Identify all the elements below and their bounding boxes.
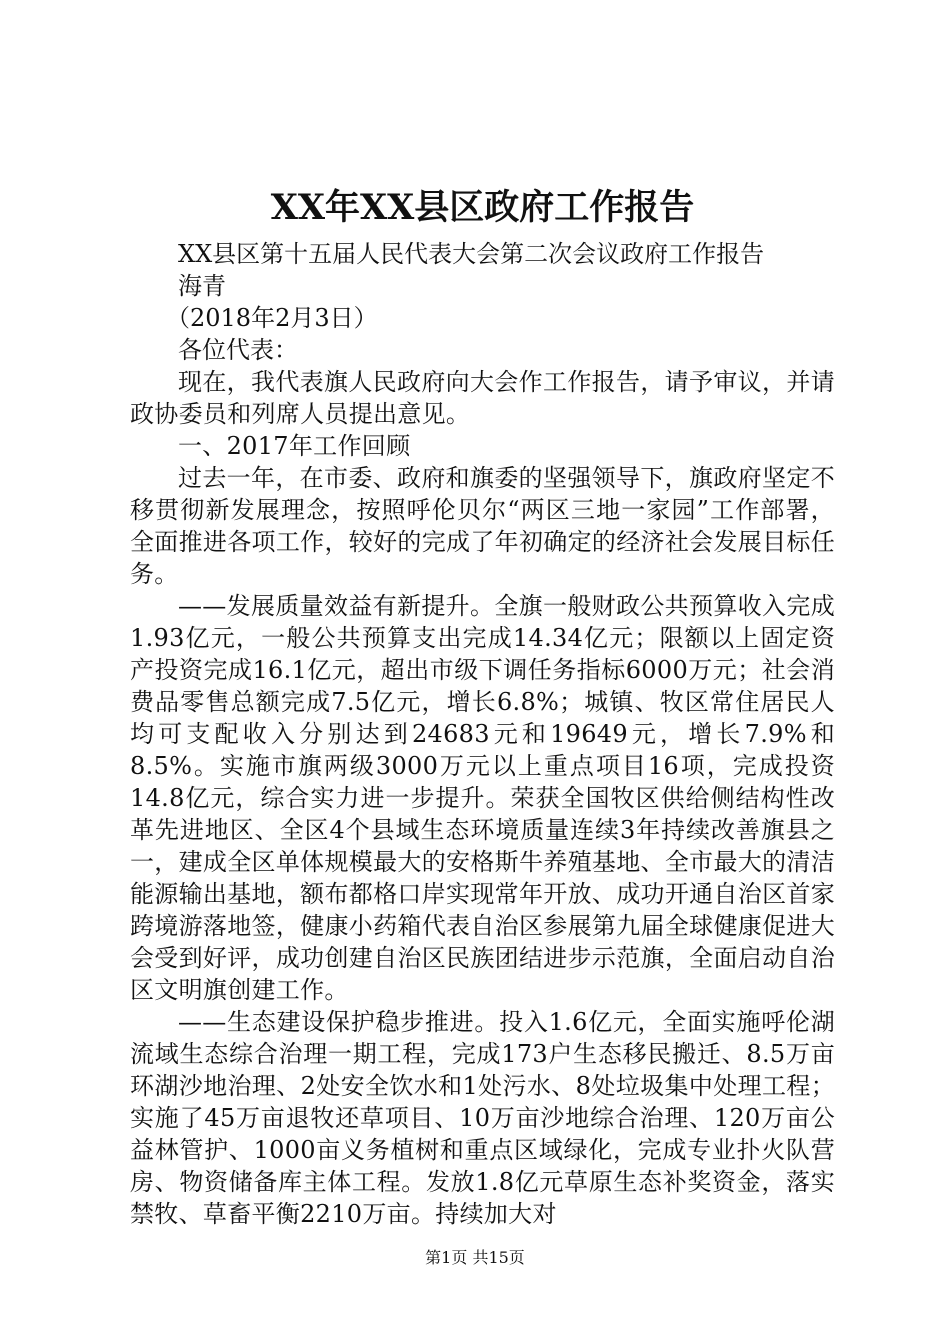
- document-author: 海青: [178, 272, 226, 300]
- document-title: XX年XX县区政府工作报告: [270, 187, 695, 228]
- document-date: （2018年2月3日）: [166, 304, 378, 332]
- section-heading: 一、2017年工作回顾: [178, 432, 411, 460]
- document-salutation: 各位代表：: [178, 336, 298, 364]
- paragraph-review: 过去一年，在市委、政府和旗委的坚强领导下，旗政府坚定不移贯彻新发展理念，按照呼伦贝尔“两区三地一家园”工作部署，全面推进各项工作，较好的完成了年初确定的经济社会发展目标任务。: [130, 464, 835, 588]
- document-subtitle: XX县区第十五届人民代表大会第二次会议政府工作报告: [178, 240, 765, 268]
- document-page: [130, 180, 835, 1230]
- paragraph-intro: 现在，我代表旗人民政府向大会作工作报告，请予审议，并请政协委员和列席人员提出意见。: [130, 368, 835, 428]
- page-footer: 第1页 共15页: [425, 1248, 525, 1267]
- paragraph-development: ——发展质量效益有新提升。全旗一般财政公共预算收入完成1.93亿元，一般公共预算支出完成14.34亿元；限额以上固定资产投资完成16.1亿元，超出市级下调任务指标6000万元；社会消费品零售总额完成7.5亿元，增长6.8%；城镇、牧区常住居民人均可支配收入分别达到24683元和19649元，增长7.9%和8.5%。实施市旗两级3000万元以上重点项目16项，完成投资14.8亿元，综合实力进一步提升。荣获全国牧区供给侧结构性改革先进地区、全区4个县域生态环境质量连续3年持续改善旗县之一，建成全区单体规模最大的安格斯牛养殖基地、全市最大的清洁能源输出基地，额布都格口岸实现常年开放、成功开通自治区首家跨境游落地签，健康小药箱代表自治区参展第九届全球健康促进大会受到好评，成功创建自治区民族团结进步示范旗，全面启动自治区文明旗创建工作。: [130, 592, 835, 1004]
- paragraph-ecology: ——生态建设保护稳步推进。投入1.6亿元，全面实施呼伦湖流域生态综合治理一期工程，完成173户生态移民搬迁、8.5万亩环湖沙地治理、2处安全饮水和1处污水、8处垃圾集中处理工程；实施了45万亩退牧还草项目、10万亩沙地综合治理、120万亩公益林管护、1000亩义务植树和重点区域绿化，完成专业扑火队营房、物资储备库主体工程。发放1.8亿元草原生态补奖资金，落实禁牧、草畜平衡2210万亩。持续加大对: [130, 1008, 835, 1228]
